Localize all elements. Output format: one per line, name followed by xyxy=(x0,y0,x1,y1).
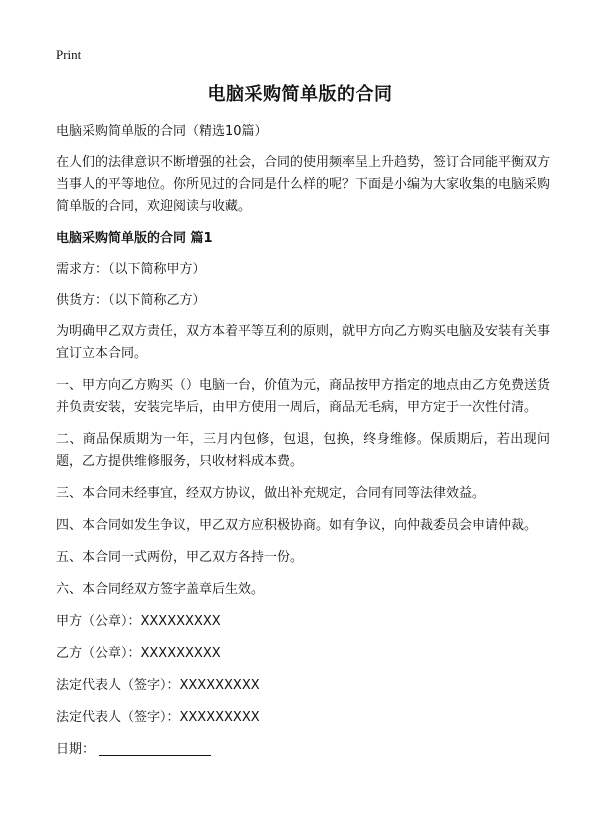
intro-paragraph: 在人们的法律意识不断增强的社会，合同的使用频率呈上升趋势，签订合同能平衡双方当事人的平等地位。你所见过的合同是什么样的呢？下面是小编为大家收集的电脑采购简单版的合同，欢迎阅读与收藏。 xyxy=(56,155,551,214)
preamble-paragraph: 为明确甲乙双方责任，双方本着平等互利的原则，就甲方向乙方购买电脑及安装有关事宜订立本合同。 xyxy=(56,324,551,361)
clause-2: 二、商品保质期为一年，三月内包修，包退，包换，终身维修。保质期后，若出现问题，乙方提供维修服务，只收材料成本费。 xyxy=(56,432,550,469)
date-blank-line xyxy=(99,741,211,756)
print-link[interactable]: Print xyxy=(56,47,82,62)
date-label: 日期： xyxy=(56,742,96,757)
document-subtitle: 电脑采购简单版的合同（精选10篇） xyxy=(56,124,268,139)
party-b-seal-line: 乙方（公章）：XXXXXXXXX xyxy=(56,646,221,661)
seller-line: 供货方：（以下简称乙方） xyxy=(56,293,206,308)
legal-rep-signature-2: 法定代表人（签字）：XXXXXXXXX xyxy=(56,710,260,725)
clause-5: 五、本合同一式两份，甲乙双方各持一份。 xyxy=(56,550,304,565)
party-a-seal-line: 甲方（公章）：XXXXXXXXX xyxy=(56,614,221,629)
clause-3: 三、本合同未经事宜，经双方协议，做出补充规定，合同有同等法律效益。 xyxy=(56,486,486,501)
clause-6: 六、本合同经双方签字盖章后生效。 xyxy=(56,582,265,597)
legal-rep-signature-1: 法定代表人（签字）：XXXXXXXXX xyxy=(56,678,260,693)
buyer-line: 需求方：（以下简称甲方） xyxy=(56,262,206,277)
clause-1: 一、甲方向乙方购买（）电脑一台，价值为元，商品按甲方指定的地点由乙方免费送货并负责安装，安装完毕后，由甲方使用一周后，商品无毛病，甲方定于一次性付清。 xyxy=(56,378,551,415)
clause-4: 四、本合同如发生争议，甲乙双方应积极协商。如有争议，向仲裁委员会申请仲裁。 xyxy=(56,518,538,533)
document-title: 电脑采购简单版的合同 xyxy=(207,84,393,105)
document-body xyxy=(56,121,550,771)
date-row xyxy=(56,739,550,761)
section-heading: 电脑采购简单版的合同 篇1 xyxy=(56,231,213,246)
